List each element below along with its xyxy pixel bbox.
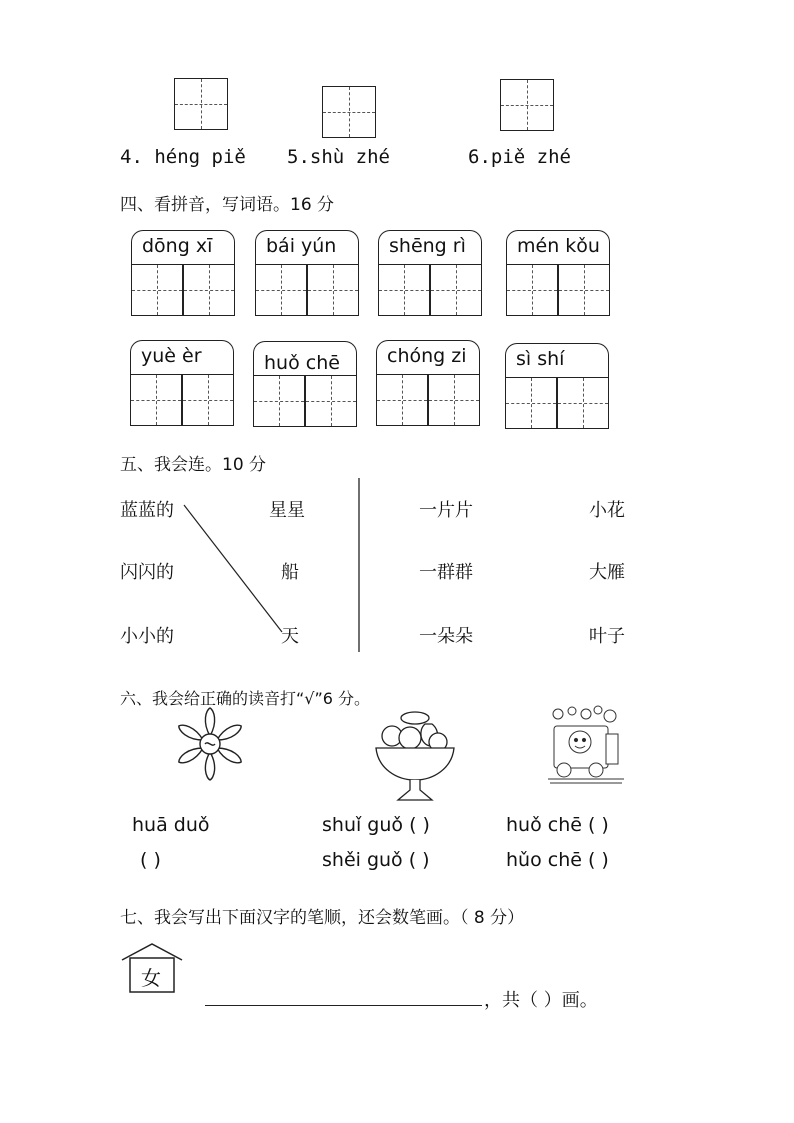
pinyin-label: chóng zi xyxy=(387,345,467,367)
match-left-word[interactable]: 一片片 xyxy=(419,500,473,521)
pinyin-label: huǒ chē xyxy=(264,352,340,374)
pinyin-label: shēng rì xyxy=(389,235,466,257)
match-left-word[interactable]: 一群群 xyxy=(419,562,473,583)
fruit-bowl-image xyxy=(370,708,460,804)
train-image xyxy=(546,704,626,786)
section4-heading: 四、看拼音，写词语。16 分 xyxy=(120,195,335,215)
section6-heading: 六、我会给正确的读音打“√”6 分。 xyxy=(120,689,371,708)
pinyin-label: yuè èr xyxy=(141,345,202,367)
example-connector-line xyxy=(184,505,282,632)
stroke-order-answer-line[interactable] xyxy=(205,1005,482,1006)
match-left-word[interactable]: 闪闪的 xyxy=(120,562,174,583)
pinyin-label: dōng xī xyxy=(142,235,213,257)
match-left-word[interactable]: 蓝蓝的 xyxy=(120,500,174,521)
character-nu: 女 xyxy=(141,966,161,990)
flower-pinyin-option: huā duǒ xyxy=(132,814,210,836)
fruit-pinyin-option-1[interactable]: shuǐ guǒ ( ) xyxy=(322,814,430,836)
match-right-word[interactable]: 叶子 xyxy=(589,626,625,647)
match-left-word[interactable]: 一朵朵 xyxy=(419,626,473,647)
fruit-pinyin-option-2[interactable]: shěi guǒ ( ) xyxy=(322,849,430,871)
pinyin-label: bái yún xyxy=(266,235,337,257)
train-pinyin-option-1[interactable]: huǒ chē ( ) xyxy=(506,814,609,836)
stroke-item-6: 6.piě zhé xyxy=(468,146,571,168)
pinyin-label: sì shí xyxy=(516,348,565,370)
stroke-item-4: 4. héng piě xyxy=(120,146,246,168)
section7-heading: 七、我会写出下面汉字的笔顺，还会数笔画。（ 8 分） xyxy=(120,908,525,928)
match-right-word[interactable]: 大雁 xyxy=(589,562,625,583)
train-pinyin-option-2[interactable]: hǔo chē ( ) xyxy=(506,849,609,871)
section5-heading: 五、我会连。10 分 xyxy=(120,455,267,475)
stroke-item-5: 5.shù zhé xyxy=(287,146,390,168)
match-right-word[interactable]: 船 xyxy=(281,562,299,583)
flower-image xyxy=(170,704,250,784)
match-right-word[interactable]: 星星 xyxy=(269,500,305,521)
flower-answer-paren[interactable]: ( ) xyxy=(140,849,161,871)
match-right-word[interactable]: 小花 xyxy=(589,500,625,521)
match-left-word[interactable]: 小小的 xyxy=(120,626,174,647)
match-right-word[interactable]: 天 xyxy=(281,626,299,647)
pinyin-label: mén kǒu xyxy=(517,235,600,257)
stroke-count-prompt: ，共（ ）画。 xyxy=(484,990,598,1011)
